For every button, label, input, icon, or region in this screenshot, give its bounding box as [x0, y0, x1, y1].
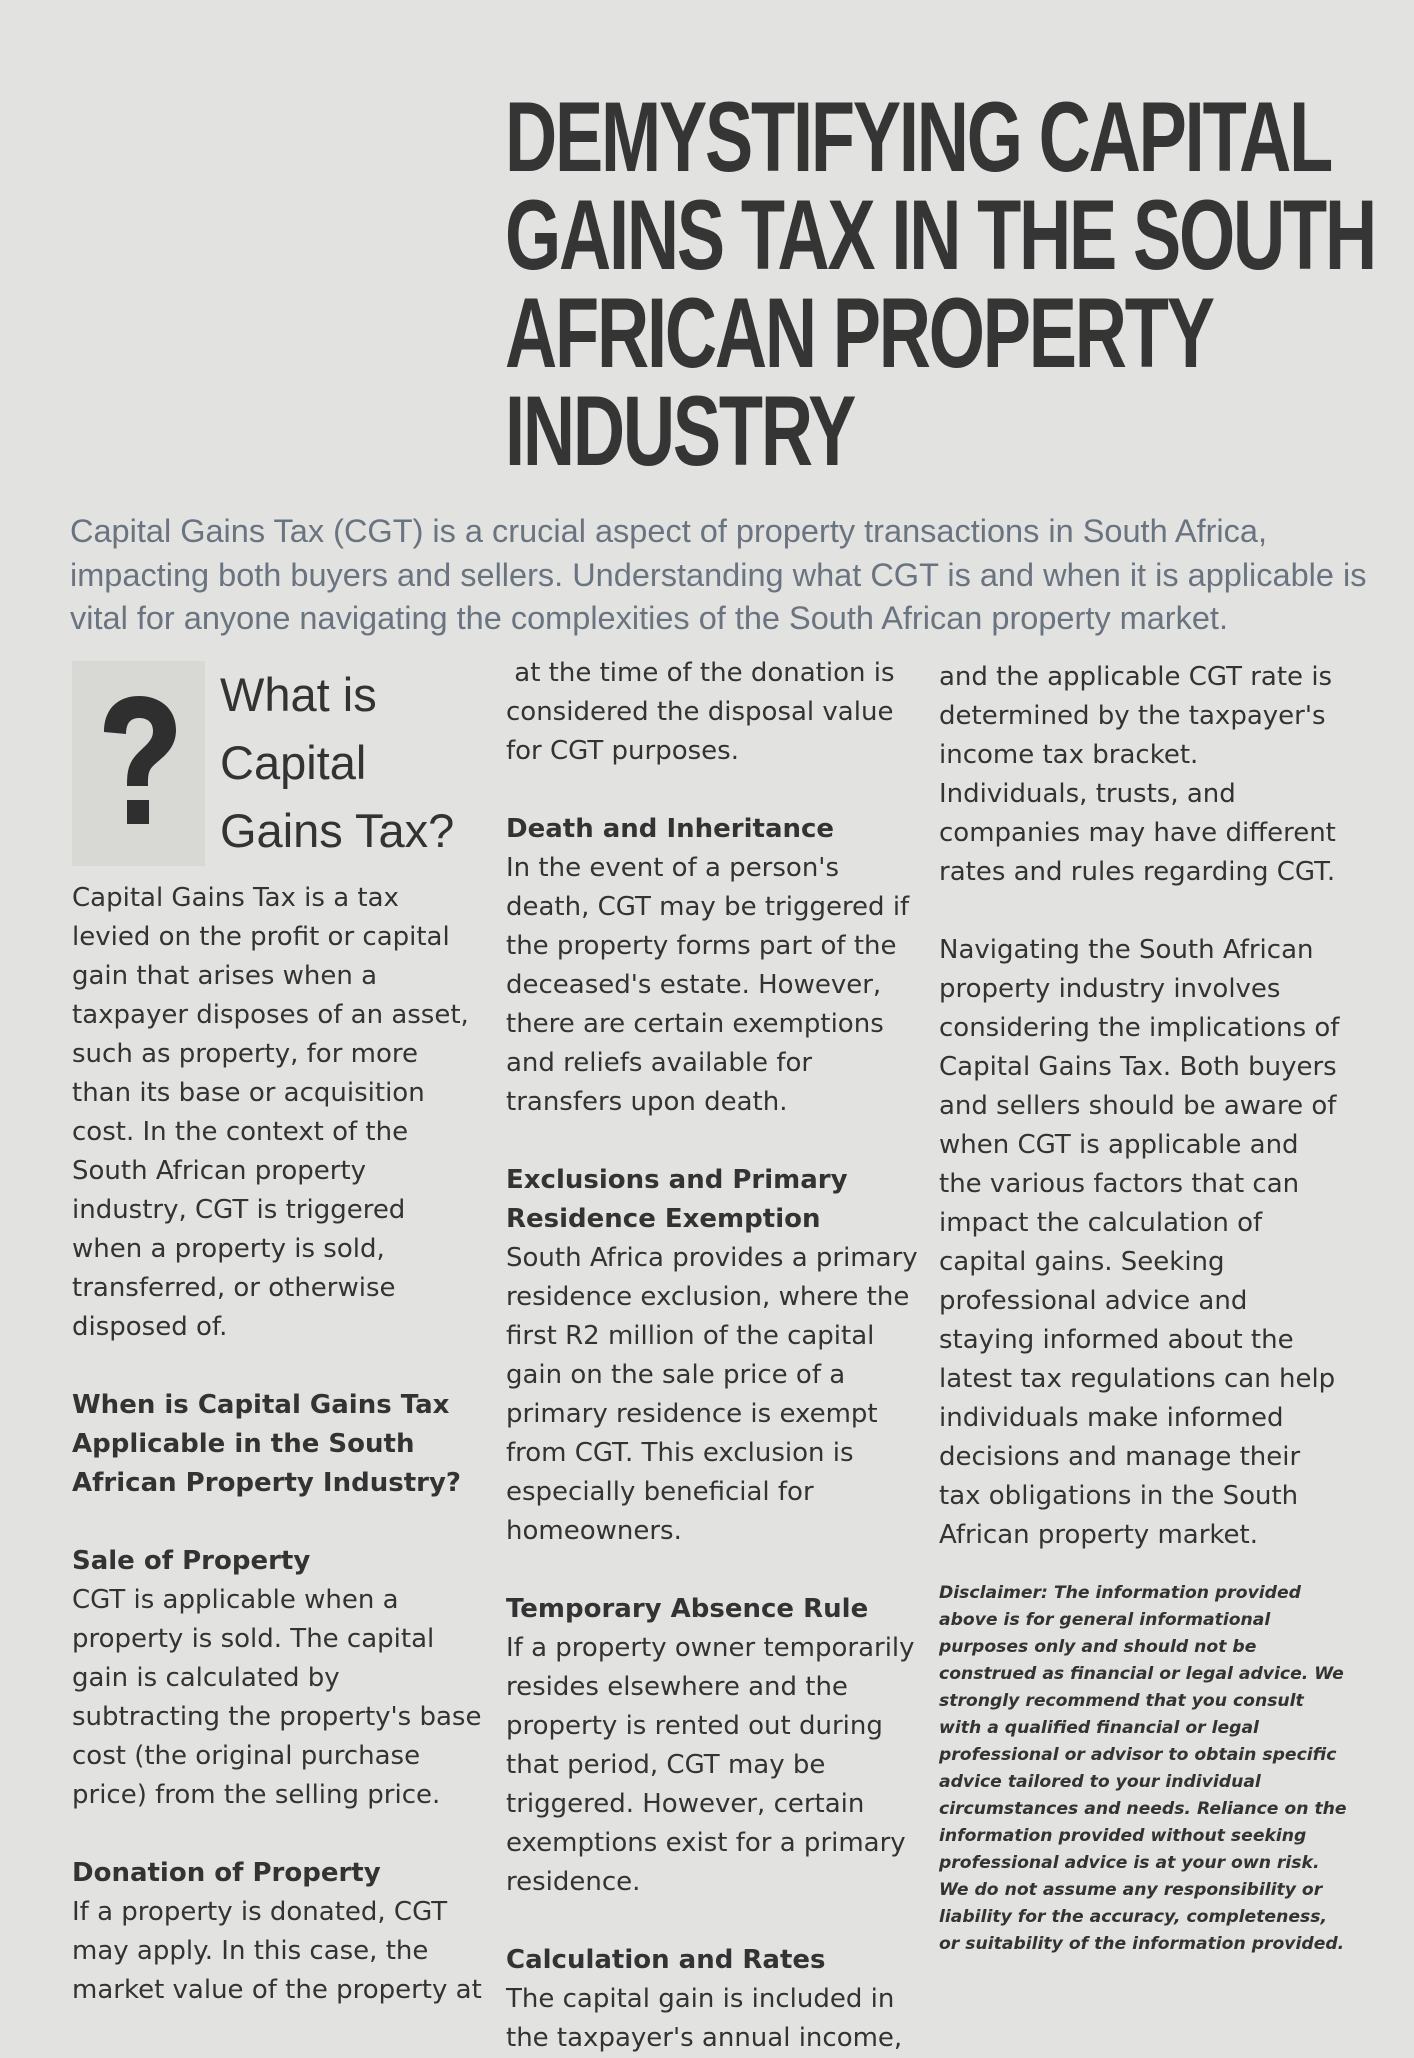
column-3	[939, 658, 1349, 1997]
donation-body: If a property is donated, CGT may apply. In this case, the market value of the property at	[72, 1897, 482, 2005]
donation-body-continued: at the time of the donation is considered the disposal value for CGT purposes.	[506, 658, 903, 766]
calculation-body: The capital gain is included in the taxpayer's annual income,	[506, 1984, 903, 2053]
donation-heading: Donation of Property	[72, 1858, 381, 1888]
calculation-body-continued: and the applicable CGT rate is determined by the taxpayer's income tax bracket. Individuals, trusts, and companies may have different rates and rules regarding CGT.	[939, 662, 1336, 887]
section-heading-line: Gains Tax?	[220, 804, 455, 857]
column-2	[506, 654, 918, 2058]
section-heading-line: What is	[220, 668, 377, 721]
intro-paragraph: Capital Gains Tax is a tax levied on the profit or capital gain that arises when a taxpayer disposes of an asset, such as property, for more than its base or acquisition cost. In the context of the South African property industry, CGT is triggered when a property is sold, transferred, or otherwise disposed of.	[72, 883, 469, 1342]
section-heading-block	[72, 661, 482, 879]
death-heading: Death and Inheritance	[506, 814, 835, 844]
death-body: In the event of a person's death, CGT may be triggered if the property forms part of the deceased's estate. However, there are certain exemptions and reliefs available for transfers upon death.	[506, 853, 910, 1117]
title-line: AFRICAN PROPERTY	[505, 277, 1213, 388]
column-1	[72, 661, 482, 2010]
title-line: DEMYSTIFYING CAPITAL	[505, 81, 1332, 192]
absence-body: If a property owner temporarily resides elsewhere and the property is rented out during that period, CGT may be triggered. However, certain exemptions exist for a primary residence.	[506, 1633, 915, 1897]
page-title	[505, 81, 1375, 486]
title-line: GAINS TAX IN THE SOUTH	[505, 179, 1375, 290]
absence-heading: Temporary Absence Rule	[506, 1594, 869, 1624]
applicable-heading: When is Capital Gains Tax Applicable in the South African Property Industry?	[72, 1390, 461, 1498]
title-line: INDUSTRY	[505, 375, 855, 486]
exclusions-body: South Africa provides a primary residence exclusion, where the first R2 million of the capital gain on the sale price of a primary residence is exempt from CGT. This exclusion is especially beneficial for homeowners.	[506, 1243, 918, 1546]
sale-heading: Sale of Property	[72, 1546, 311, 1576]
calculation-heading: Calculation and Rates	[506, 1945, 826, 1975]
exclusions-heading: Exclusions and Primary Residence Exemption	[506, 1165, 848, 1234]
section-heading	[220, 661, 454, 865]
section-heading-line: Capital	[220, 736, 367, 789]
sale-body: CGT is applicable when a property is sold. The capital gain is calculated by subtracting the property's base cost (the original purchase price) from the selling price.	[72, 1585, 482, 1810]
disclaimer: Disclaimer: The information provided above is for general informational purposes only and should not be construed as financial or legal advice. We strongly recommend that you consult with a qualified financial or legal professional or advisor to obtain specific advice tailored to your individual circumstances and needs. Reliance on the information provided without seeking professional advice is at your own risk. We do not assume any responsibility or liability for the accuracy, completeness, or suitability of the information provided.	[939, 1583, 1347, 1954]
lead-paragraph: Capital Gains Tax (CGT) is a crucial aspect of property transactions in South Africa, impacting both buyers and sellers. Understanding what CGT is and when it is applicable is vital for anyone navigating the complexities of the South African property market.	[70, 513, 1367, 636]
conclusion-paragraph: Navigating the South African property industry involves considering the implications of Capital Gains Tax. Both buyers and sellers should be aware of when CGT is applicable and the various factors that can impact the calculation of capital gains. Seeking professional advice and staying informed about the latest tax regulations can help individuals make informed decisions and manage their tax obligations in the South African property market.	[939, 935, 1340, 1550]
question-mark-icon	[72, 661, 205, 866]
